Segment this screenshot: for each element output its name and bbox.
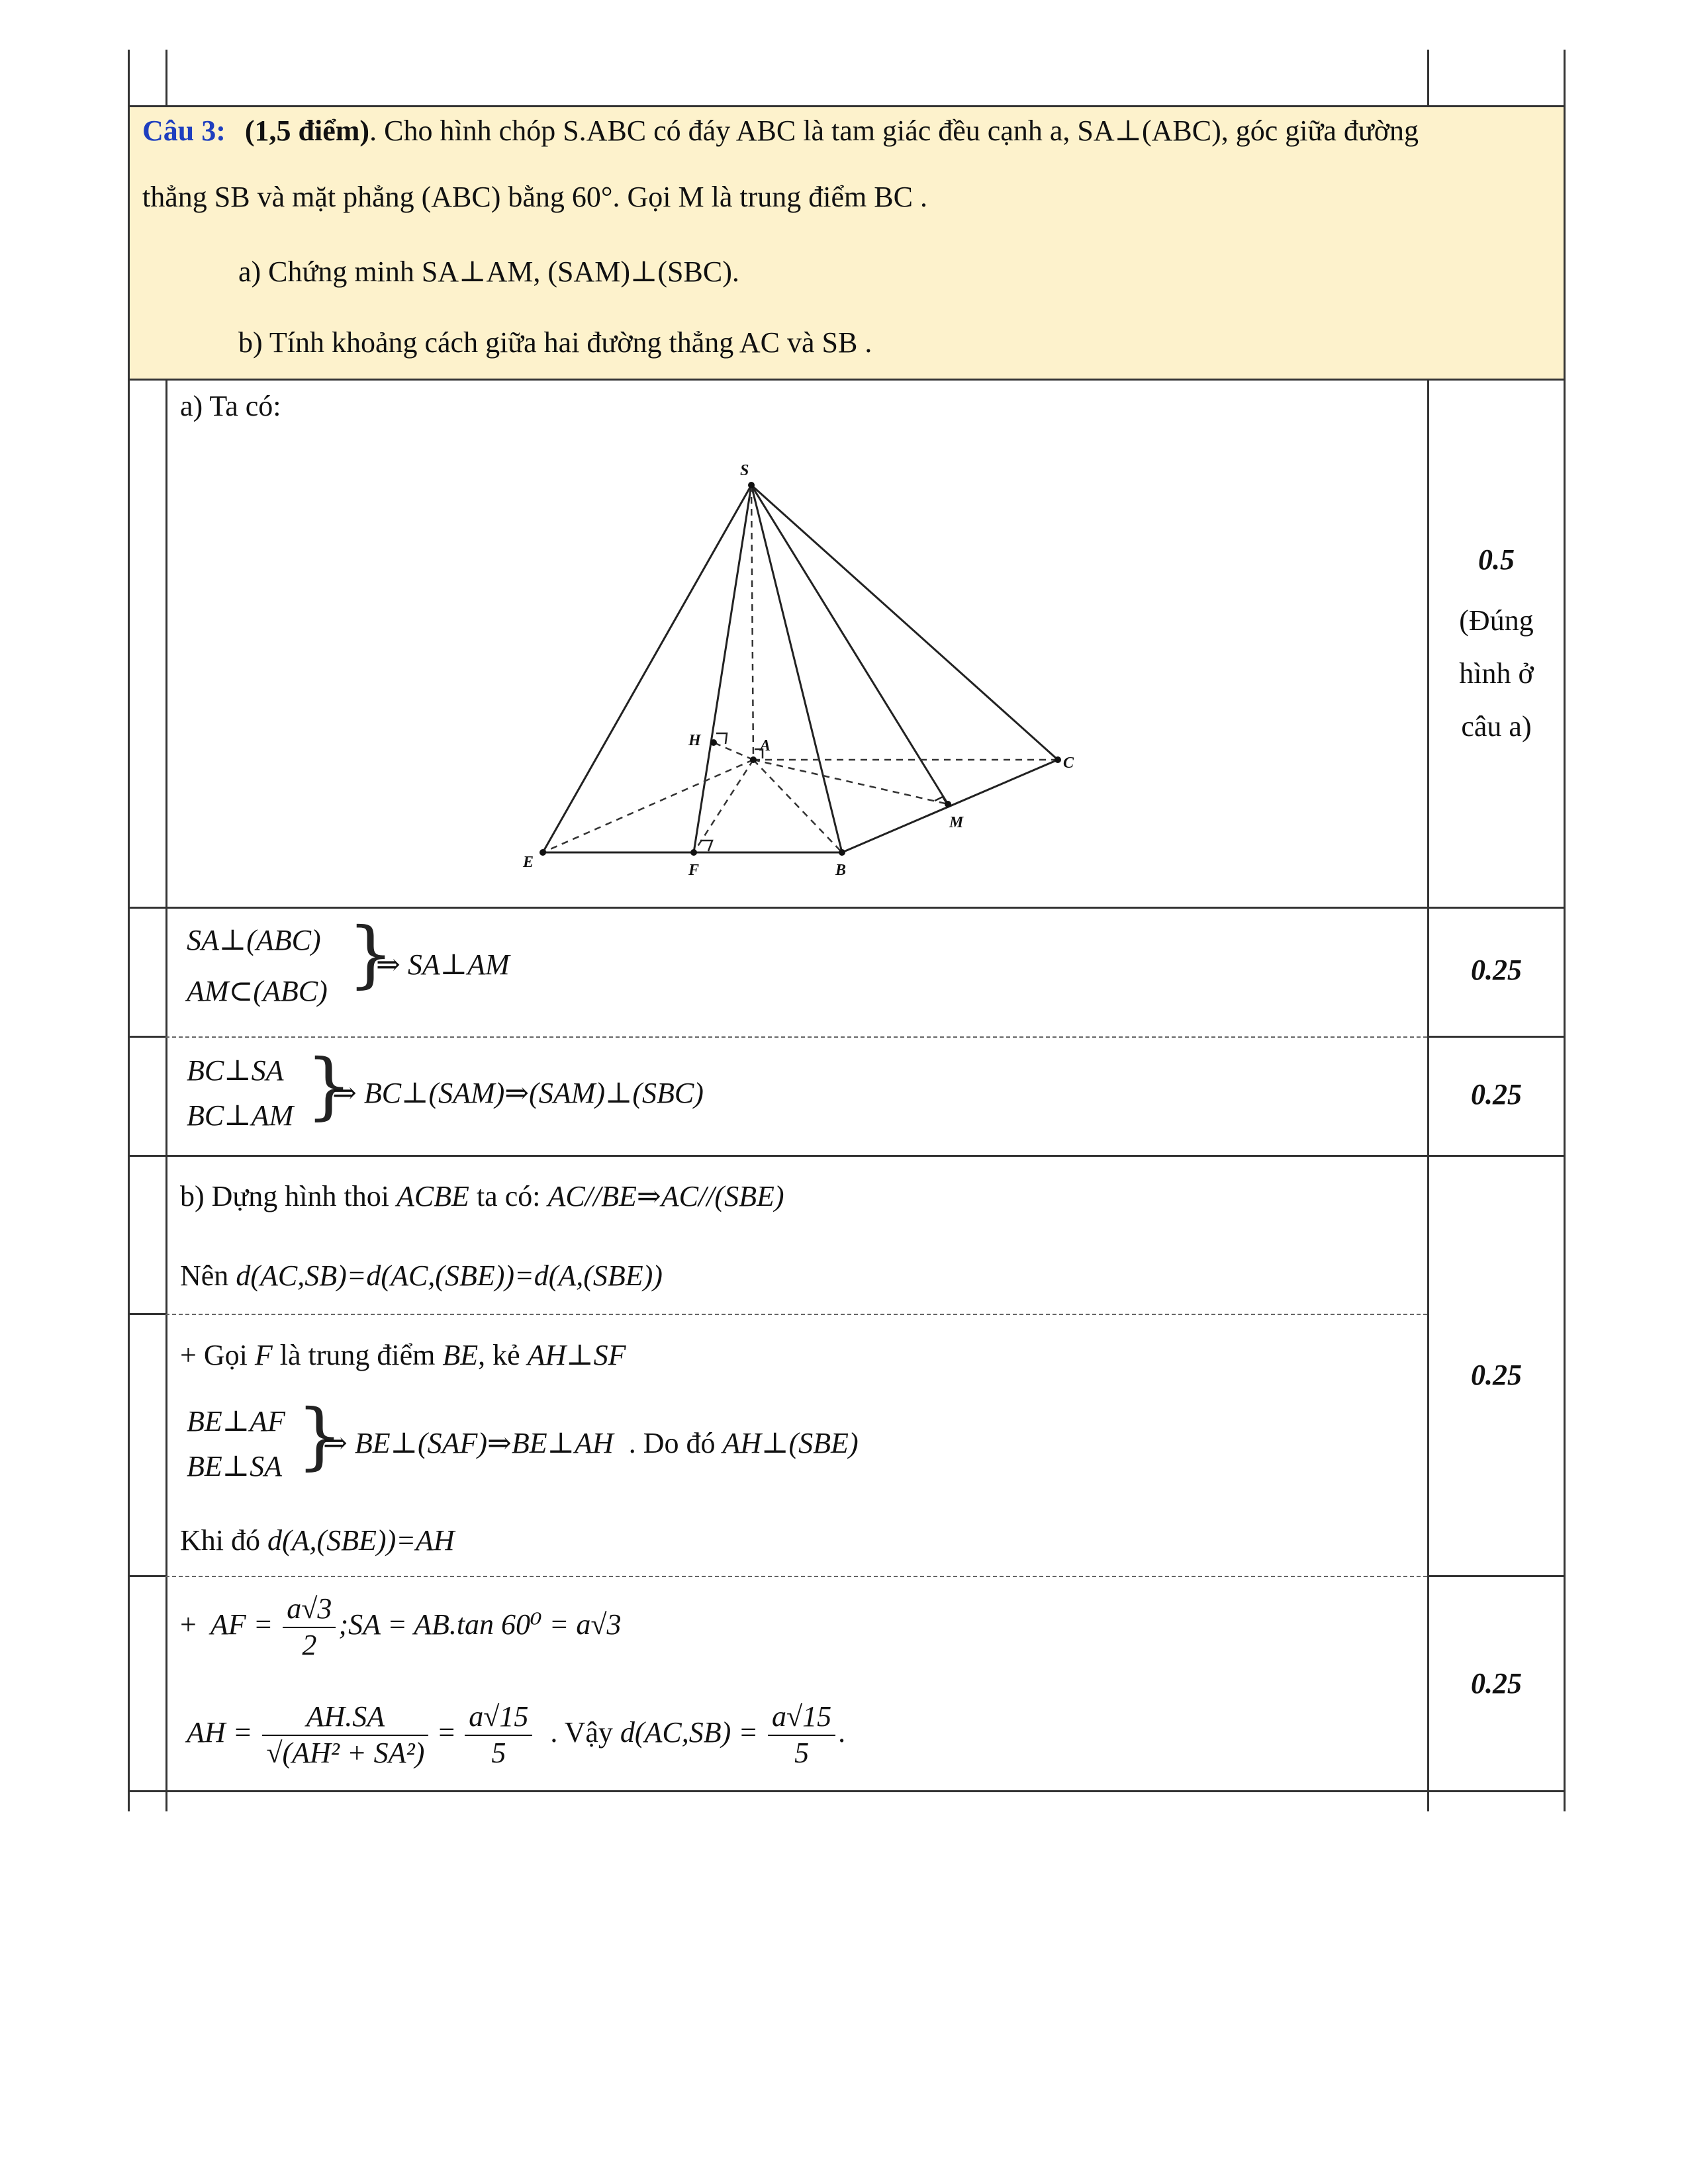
edge-sc: [751, 485, 1058, 760]
score-note-3: câu a): [1461, 710, 1532, 743]
row5-brace-line1: BE⊥AF: [187, 1405, 285, 1437]
brace: }: [306, 1043, 352, 1128]
edge-sb: [751, 485, 842, 852]
pyramid-figure: [516, 457, 1099, 880]
table-border: [1427, 1036, 1566, 1038]
question-line-1: [142, 114, 1419, 149]
score-row6: 0.25: [1471, 1667, 1522, 1700]
label-h: H: [688, 732, 701, 749]
table-border: [128, 105, 1566, 107]
score-note-1: (Đúng: [1459, 604, 1534, 637]
edge-ae: [543, 760, 753, 852]
edge-ah: [714, 743, 753, 760]
label-f: F: [688, 862, 700, 879]
table-border: [128, 106, 130, 1811]
row6-line2: AH = $\frac{AH.SA}{\text{√(AH² + SA²)}}$ = $\frac{a√15}{5}$ . Vậy d(AC,SB) = $\frac{a√15}{5}$ .: [187, 1700, 845, 1771]
edge-am: [753, 760, 948, 804]
score-row1: 0.5: [1478, 543, 1515, 576]
right-angle-f: [700, 841, 712, 851]
edge-sf: [694, 485, 751, 852]
table-border: [165, 50, 167, 106]
label-m: M: [949, 814, 964, 831]
table-border: [128, 1790, 1566, 1792]
brace: }: [348, 911, 394, 996]
label-c: C: [1063, 754, 1074, 772]
row5-line1: + Gọi F là trung điểm BE, kẻ AH⊥SF: [180, 1339, 626, 1371]
fraction: $\frac{a√15}{5}$: [465, 1700, 532, 1771]
fraction: $\frac{a√15}{5}$: [768, 1700, 835, 1771]
edge-af: [694, 760, 753, 852]
row5-brace-line2: BE⊥SA: [187, 1450, 283, 1482]
row4-line1: b) Dựng hình thoi ACBE ta có: AC//BE⇒AC//(SBE): [180, 1180, 784, 1212]
score-row2: 0.25: [1471, 954, 1522, 986]
label-s: S: [740, 462, 749, 479]
edge-se: [543, 485, 751, 852]
row3-result: ⇒ BC⊥(SAM)⇒(SAM)⊥(SBC): [332, 1077, 704, 1109]
row2-line2: AM⊂(ABC): [187, 975, 328, 1007]
table-border: [1564, 50, 1566, 106]
question-text-2: thẳng SB và mặt phẳng (ABC) bằng 60°. Gọi M là trung điểm BC .: [142, 181, 927, 213]
edge-sa: [751, 485, 753, 760]
score-note-2: hình ở: [1459, 657, 1534, 690]
row3-line2: BC⊥AM: [187, 1099, 294, 1132]
question-points: (1,5 điểm): [244, 114, 370, 147]
edge-ab: [753, 760, 842, 852]
row3-line1: BC⊥SA: [187, 1054, 284, 1087]
table-border: [128, 1575, 165, 1577]
row6-line1: + AF = $\frac{a√3}{2}$ ;SA = AB.tan 60⁰ = a√3: [180, 1592, 622, 1663]
right-angle-h: [716, 733, 727, 744]
table-border: [128, 1155, 1566, 1157]
row1-text: a) Ta có:: [180, 390, 281, 422]
question-part-b: b) Tính khoảng cách giữa hai đường thẳng AC và SB .: [238, 326, 872, 359]
edge-sm: [751, 485, 948, 804]
row-separator: [165, 1576, 1427, 1577]
row5-result: ⇒ BE⊥(SAF)⇒BE⊥AH . Do đó AH⊥(SBE): [323, 1427, 859, 1459]
row4-line2: Nên d(AC,SB)=d(AC,(SBE))=d(A,(SBE)): [180, 1259, 663, 1292]
label-a: A: [760, 737, 771, 754]
score-row45: 0.25: [1471, 1359, 1522, 1391]
fraction: $\frac{AH.SA}{\text{√(AH² + SA²)}}$: [262, 1700, 428, 1771]
score-row3: 0.25: [1471, 1078, 1522, 1111]
table-border: [1427, 1575, 1566, 1577]
table-border: [128, 379, 1566, 381]
fraction: $\frac{a√3}{2}$: [283, 1592, 336, 1663]
table-border: [165, 379, 167, 1811]
table-border: [128, 50, 130, 106]
table-border: [128, 1313, 165, 1315]
row-separator: [165, 1314, 1427, 1315]
brace: }: [297, 1393, 343, 1478]
table-border: [128, 907, 1566, 909]
label-e: E: [523, 854, 534, 871]
question-label: Câu 3:: [142, 114, 226, 147]
row5-conclusion: Khi đó d(A,(SBE))=AH: [180, 1524, 455, 1557]
question-text-1: . Cho hình chóp S.ABC có đáy ABC là tam giác đều cạnh a, SA⊥(ABC), góc giữa đường: [369, 114, 1419, 147]
row2-line1: SA⊥(ABC): [187, 924, 321, 956]
question-part-a: a) Chứng minh SA⊥AM, (SAM)⊥(SBC).: [238, 255, 739, 288]
row2-result: ⇒ SA⊥AM: [376, 948, 510, 981]
label-b: B: [835, 862, 847, 879]
row-separator: [165, 1036, 1427, 1038]
table-border: [1427, 50, 1429, 106]
table-border: [128, 1036, 165, 1038]
